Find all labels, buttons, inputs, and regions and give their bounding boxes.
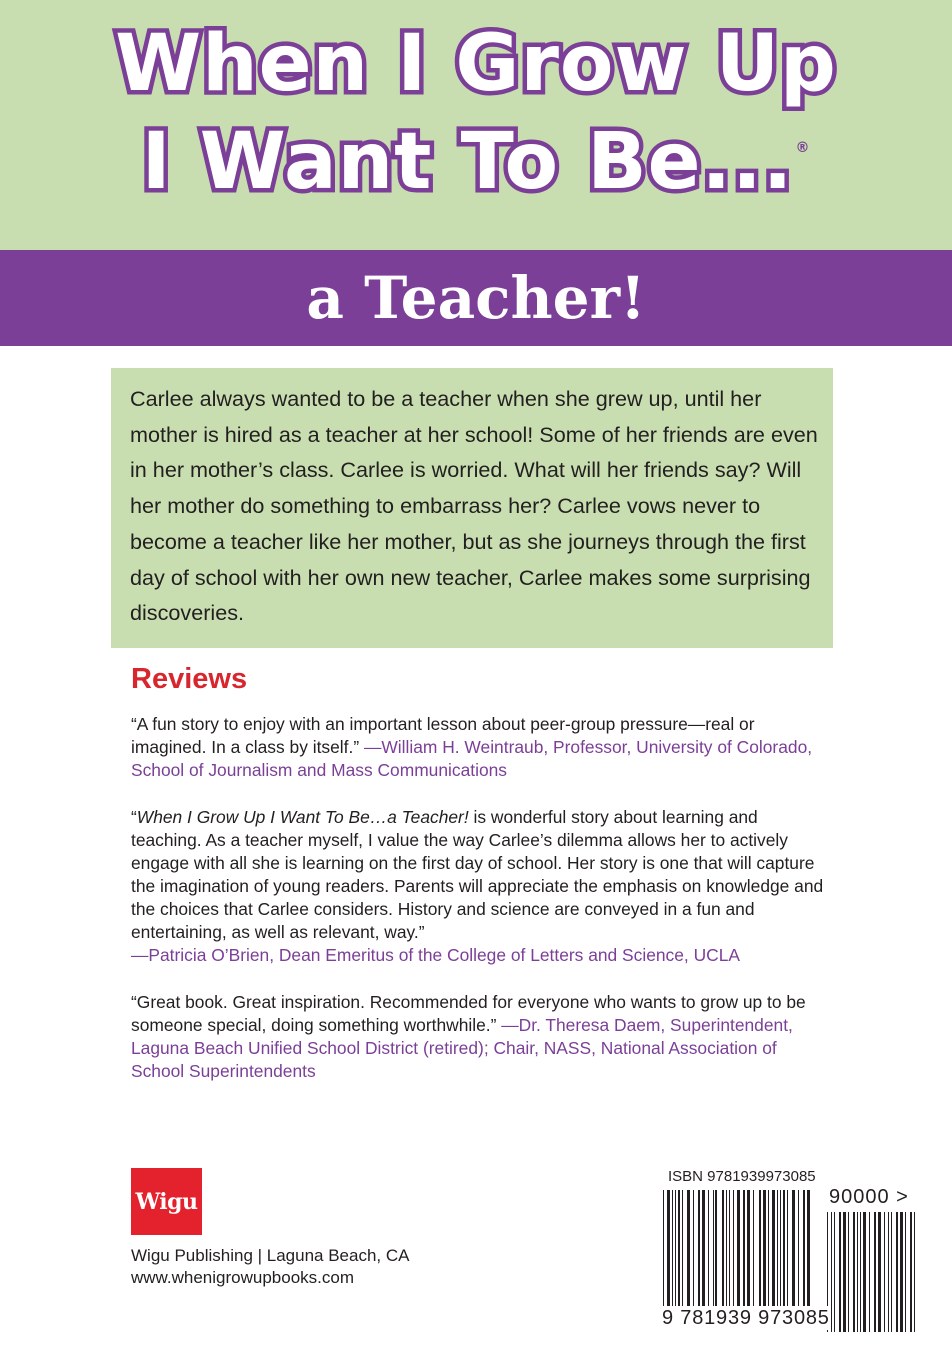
barcode-bar — [698, 1190, 700, 1310]
barcode-bar — [737, 1190, 740, 1310]
barcode-bar — [874, 1212, 876, 1332]
review-2-attribution: —Patricia O’Brien, Dean Emeritus of the College of Letters and Science, UCLA — [131, 945, 740, 965]
barcode-bar — [878, 1212, 881, 1332]
barcode-bar — [768, 1190, 769, 1310]
barcode-bar — [726, 1190, 727, 1310]
barcode-bar — [672, 1190, 673, 1310]
publisher-name: Wigu Publishing | Laguna Beach, CA — [131, 1246, 410, 1265]
barcode-bar — [860, 1212, 861, 1332]
barcode-bar — [857, 1212, 858, 1332]
price-barcode — [827, 1212, 919, 1332]
barcode-bar — [910, 1212, 912, 1332]
isbn-digits: 9 781939 973085 — [662, 1307, 830, 1329]
barcode-bar — [848, 1212, 849, 1332]
barcode-bar — [693, 1190, 694, 1310]
barcode-bar — [792, 1190, 795, 1310]
review-2-quote: is wonderful story about learning and teaching. As a teacher myself, I value the way Carlee’s dilemma allows her to actively engage with all she is learning on the first day of school. Her story is one that will capture the imagination of young readers. Parents will appreciate the emphasis on knowledge and the choices that Carlee considers. History and science are conveyed in a fun and entertaining, as well as relevant, way.” — [131, 807, 824, 942]
barcode-bar — [715, 1190, 717, 1310]
barcode-bar — [713, 1190, 714, 1310]
review-2 — [131, 806, 831, 967]
barcode-bar — [772, 1190, 775, 1310]
barcode-bar — [853, 1212, 855, 1332]
review-3-attribution: —Dr. Theresa Daem, Superintendent, Laguna Beach Unified School District (retired); Chair, NASS, National Association of School Superintendents — [131, 1015, 793, 1081]
barcode-bar — [733, 1190, 734, 1310]
barcode-bar — [729, 1190, 730, 1310]
review-1 — [131, 713, 831, 782]
price-code: 90000 > — [829, 1186, 909, 1208]
barcode-bar — [803, 1190, 805, 1310]
barcode-bar — [682, 1190, 683, 1310]
barcode-bar — [783, 1190, 785, 1310]
barcode-bar — [777, 1190, 778, 1310]
barcode-bar — [722, 1190, 724, 1310]
book-title — [0, 19, 952, 207]
review-1-quote: “A fun story to enjoy with an important lesson about peer-group pressure—real or imagined. In a class by itself.” — [131, 714, 755, 757]
barcode-bar — [905, 1212, 906, 1332]
barcode-bar — [687, 1190, 690, 1310]
barcode-bar — [896, 1212, 898, 1332]
barcode-bar — [884, 1212, 885, 1332]
barcode-bar — [807, 1190, 810, 1310]
barcode-bar — [678, 1190, 680, 1310]
barcode-bar — [900, 1212, 903, 1332]
barcode-bar — [798, 1190, 799, 1310]
review-3-quote: “Great book. Great inspiration. Recommended for everyone who wants to grow up to be someone special, doing something worthwhile.” — [131, 992, 806, 1035]
publisher-logo-text: Wigu — [135, 1188, 198, 1215]
barcode-bar — [888, 1212, 889, 1332]
barcode-bar — [831, 1212, 832, 1332]
book-subtitle: a Teacher! — [306, 264, 646, 332]
barcode-bar — [667, 1190, 670, 1310]
barcode-bar — [753, 1190, 754, 1310]
barcode-bar — [780, 1190, 781, 1310]
barcode-bar — [891, 1212, 892, 1332]
review-2-quote-open: “ — [131, 807, 137, 827]
barcode-bar — [702, 1190, 705, 1310]
isbn-label: ISBN 9781939973085 — [668, 1168, 816, 1185]
barcode-bar — [763, 1190, 766, 1310]
book-blurb: Carlee always wanted to be a teacher when she grew up, until her mother is hired as a teacher at her school! Some of her friends are even in her mother’s class. Carlee is worried. What will her friends say? Will her mother do something to embarrass her? Carlee vows never to become a teacher like her mother, but as she journeys through the first day of school with her own new teacher, Carlee makes some surprising discoveries. — [130, 386, 818, 626]
barcode-bar — [759, 1190, 761, 1310]
barcode-bar — [869, 1212, 870, 1332]
barcode-bar — [863, 1212, 866, 1332]
barcode-bar — [663, 1190, 664, 1310]
registered-mark: ® — [795, 140, 811, 156]
barcode-bar — [787, 1190, 788, 1310]
reviews-heading: Reviews — [131, 663, 248, 695]
barcode-bar — [834, 1212, 835, 1332]
review-1-attribution: —William H. Weintraub, Professor, University of Colorado, School of Journalism and Mass Communications — [131, 737, 813, 780]
barcode-bar — [743, 1190, 745, 1310]
review-3 — [131, 991, 831, 1083]
barcode-bar — [675, 1190, 676, 1310]
title-line-1: When I Grow Up — [115, 19, 837, 109]
barcode-bar — [708, 1190, 709, 1310]
title-line-2: I Want To Be... — [141, 117, 794, 207]
barcode-bar — [839, 1212, 841, 1332]
publisher-logo — [131, 1168, 202, 1235]
publisher-website[interactable]: www.whenigrowupbooks.com — [131, 1268, 354, 1287]
isbn-barcode — [663, 1190, 811, 1310]
barcode-bar — [747, 1190, 750, 1310]
barcode-bar — [914, 1212, 915, 1332]
review-2-book-title: When I Grow Up I Want To Be…a Teacher! — [136, 807, 469, 827]
barcode-bar — [843, 1212, 846, 1332]
